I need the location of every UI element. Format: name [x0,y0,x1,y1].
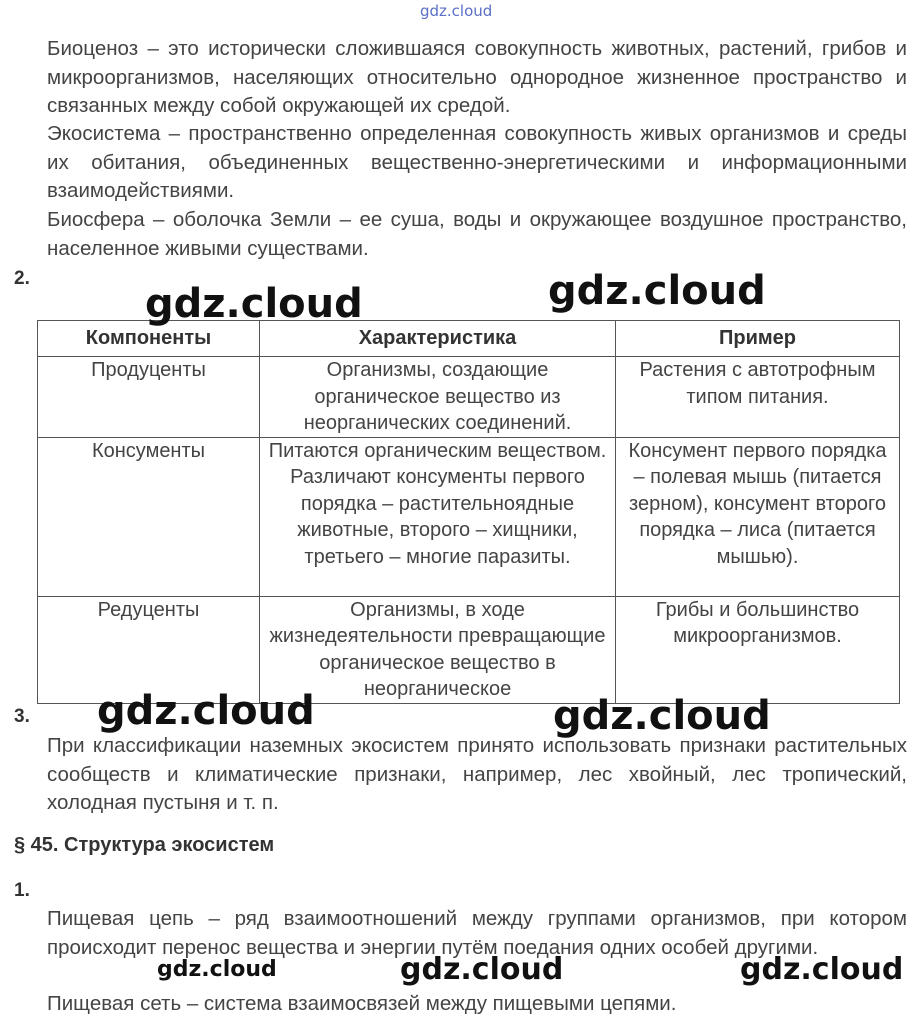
ecosystem-components-table [37,320,900,704]
watermark: gdz.cloud [553,693,771,739]
biocenosis-definition: Биоценоз – это исторически сложившаяся совокупность животных, растений, грибов и микроорганизмов, населяющих относительно однородное жизненное пространство и связанных между собой окружающей их средой. [47,37,907,117]
watermark: gdz.cloud [157,957,277,982]
header-components: Компоненты [38,321,260,357]
food-chain-definition: Пищевая цепь – ряд взаимоотношений между группами организмов, при котором происходит перенос вещества и энергии путём поедания одних особей другими. [47,907,907,959]
section-heading: § 45. Структура экосистем [14,834,275,856]
watermark: gdz.cloud [145,281,363,327]
watermark: gdz.cloud [420,2,493,20]
food-web-definition: Пищевая сеть – система взаимосвязей между пищевыми цепями. [47,992,677,1015]
table-row [38,357,900,438]
watermark: gdz.cloud [400,952,564,987]
watermark: gdz.cloud [740,952,904,987]
table-cell: Консументы [38,437,260,596]
table-cell: Организмы, в ходе жизнедеятельности превращающие органическое вещество в неорганическое [260,596,616,703]
table-cell: Питаются органическим веществом. Различают консументы первого порядка – растительноядные животные, второго – хищники, третьего – многие паразиты. [260,437,616,596]
table-cell: Продуценты [38,357,260,438]
header-characteristic: Характеристика [260,321,616,357]
watermark: gdz.cloud [97,688,315,734]
item-number-2: 2. [14,268,30,289]
item-number-3: 3. [14,706,30,727]
header-example: Пример [616,321,900,357]
table-cell: Растения с автотрофным типом питания. [616,357,900,438]
biosphere-definition: Биосфера – оболочка Земли – ее суша, воды и окружающее воздушное пространство, населенное живыми существами. [47,208,907,260]
table-cell: Организмы, создающие органическое вещество из неорганических соединений. [260,357,616,438]
item-number-1: 1. [14,880,30,901]
watermark: gdz.cloud [548,268,766,314]
classification-text: При классификации наземных экосистем принято использовать признаки растительных сообществ и климатические признаки, например, лес хвойный, лес тропический, холодная пустыня и т. п. [47,734,907,814]
table-cell: Грибы и большинство микроорганизмов. [616,596,900,703]
table-row [38,596,900,703]
table-row [38,437,900,596]
ecosystem-definition: Экосистема – пространственно определенная совокупность живых организмов и среды их обитания, объединенных вещественно-энергетическими и информационными взаимодействиями. [47,122,907,202]
table-cell: Редуценты [38,596,260,703]
table-cell: Консумент первого порядка – полевая мышь (питается зерном), консумент второго порядка – лиса (питается мышью). [616,437,900,596]
